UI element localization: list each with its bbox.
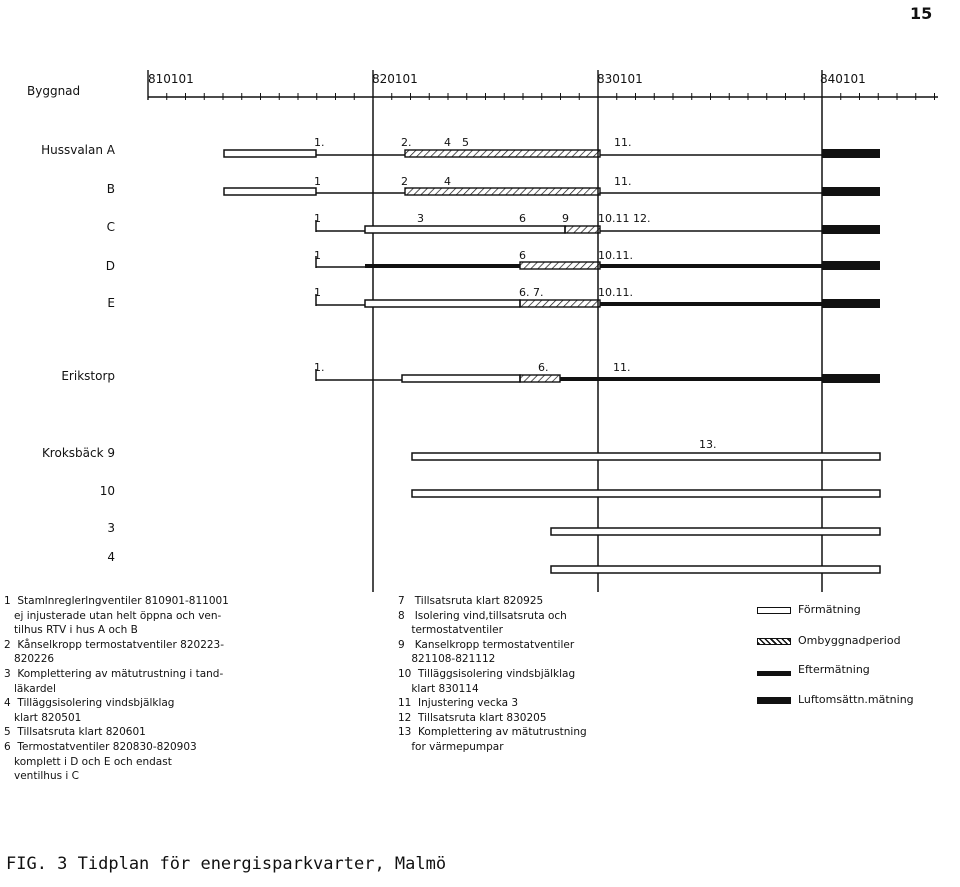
bar-ombyggnad	[565, 226, 600, 233]
bar-luftomsattning	[822, 261, 880, 270]
legend-swatch-eftermatning	[757, 671, 791, 676]
row-bar-8	[551, 528, 880, 535]
row-label-erikstorp: Erikstorp	[61, 369, 115, 383]
notes-column-2: 7 Tillsatsruta klart 820925 8 Isolering vind,tillsatsruta och termostatventiler 9 Kanselkropp termostatventiler 821108-821112 10 Tilläggsisolering vindsbjälklag klart 830114 11 Injustering vecka 3 12 Tillsatsruta klart 830205 13 Komplettering av mätutrustning for värmepumpar	[398, 595, 587, 753]
event-marker-label: 11.	[614, 136, 632, 149]
legend-label-eftermatning: Eftermätning	[798, 663, 870, 676]
bar-formatning	[412, 453, 880, 460]
bar-ombyggnad	[405, 188, 600, 195]
row-label-hussvalan-a: Hussvalan A	[41, 143, 115, 157]
event-marker-label: 1.	[314, 361, 325, 374]
bar-eftermatning	[365, 264, 520, 268]
bar-formatning	[412, 490, 880, 497]
event-marker-label: 10.11 12.	[598, 212, 651, 225]
row-label-10: 10	[99, 484, 115, 498]
bar-formatning	[365, 300, 520, 307]
bar-formatning	[551, 528, 880, 535]
row-bar-1	[224, 187, 880, 196]
legend-swatch-formatning	[757, 607, 791, 614]
row-label-4: 4	[107, 550, 115, 564]
row-label-3: 3	[107, 521, 115, 535]
row-label-c: C	[106, 220, 115, 234]
event-marker-label: 10.11.	[598, 286, 633, 299]
time-axis	[148, 70, 938, 592]
event-marker-label: 1	[314, 212, 321, 225]
date-label-1982: 820101	[372, 72, 418, 86]
building-header-label: Byggnad	[27, 84, 81, 98]
bar-formatning	[551, 566, 880, 573]
bar-ombyggnad	[520, 300, 600, 307]
event-marker-label: 11.	[614, 175, 632, 188]
bar-luftomsattning	[822, 374, 880, 383]
event-marker-label: 1	[314, 249, 321, 262]
event-marker-label: 6	[519, 212, 526, 225]
event-marker-label: 9	[562, 212, 569, 225]
page-number: 15	[910, 4, 933, 23]
figure-caption: FIG. 3 Tidplan för energisparkvarter, Malmö	[6, 854, 447, 874]
row-bar-7	[412, 490, 880, 497]
event-marker-label: 6. 7.	[519, 286, 544, 299]
row-label-b: B	[106, 182, 115, 196]
bar-eftermatning	[560, 377, 822, 381]
event-marker-label: 2.	[401, 136, 412, 149]
legend-swatch-ombyggnad	[757, 638, 791, 645]
event-marker-label: 6	[519, 249, 526, 262]
bar-luftomsattning	[822, 225, 880, 234]
date-label-1981: 810101	[148, 72, 194, 86]
bar-ombyggnad	[520, 375, 560, 382]
bar-eftermatning	[600, 302, 822, 306]
legend-label-ombyggnad: Ombyggnadperiod	[798, 634, 901, 647]
row-bar-6	[412, 453, 880, 460]
bar-formatning	[224, 188, 316, 195]
bar-luftomsattning	[822, 149, 880, 158]
row-bar-9	[551, 566, 880, 573]
date-label-1984: 840101	[820, 72, 866, 86]
date-label-1983: 830101	[597, 72, 643, 86]
notes-column-1: 1 Stamlnreglerlngventiler 810901-811001 ej injusterade utan helt öppna och ven- tilhus RTV i hus A och B 2 Kånselkropp termostatventiler 820223- 820226 3 Komplettering av mätutrustning i tand- läkardel 4 Tilläggsisolering vindsbjälklag klart 820501 5 Tillsatsruta klart 820601 6 Termostatventiler 820830-820903 komplett i D och E och endast ventilhus i C	[4, 595, 229, 783]
legend-label-luftomsattning: Luftomsättn.mätning	[798, 693, 914, 706]
event-marker-label: 4	[444, 175, 451, 188]
legend-swatch-luftomsattning	[757, 697, 791, 704]
event-markers	[314, 136, 717, 451]
event-marker-label: 6.	[538, 361, 549, 374]
bar-luftomsattning	[822, 187, 880, 196]
event-marker-label: 10.11.	[598, 249, 633, 262]
event-marker-label: 1	[314, 286, 321, 299]
event-marker-label: 13.	[699, 438, 717, 451]
event-marker-label: 5	[462, 136, 469, 149]
row-label-e: E	[107, 296, 115, 310]
bar-luftomsattning	[822, 299, 880, 308]
bar-formatning	[224, 150, 316, 157]
event-marker-label: 2	[401, 175, 408, 188]
bar-formatning	[365, 226, 565, 233]
bar-ombyggnad	[405, 150, 600, 157]
bar-eftermatning	[600, 264, 822, 268]
bar-ombyggnad	[520, 262, 600, 269]
bar-formatning	[402, 375, 520, 382]
row-label-kroksback-9: Kroksbäck 9	[41, 446, 115, 460]
row-label-d: D	[105, 259, 115, 273]
legend-label-formatning: Förmätning	[798, 603, 861, 616]
row-bar-0	[224, 149, 880, 158]
event-marker-label: 1.	[314, 136, 325, 149]
event-marker-label: 11.	[613, 361, 631, 374]
event-marker-label: 3	[417, 212, 424, 225]
event-marker-label: 1	[314, 175, 321, 188]
event-marker-label: 4	[444, 136, 451, 149]
